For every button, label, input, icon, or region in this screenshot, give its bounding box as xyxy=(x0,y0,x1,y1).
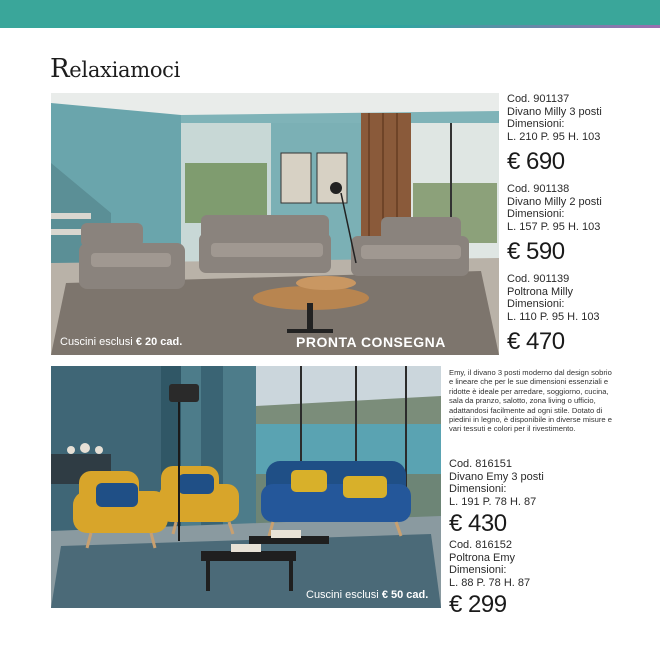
product-dims: L. 210 P. 95 H. 103 xyxy=(507,130,601,143)
product-dim-label: Dimensioni: xyxy=(507,118,565,130)
product-dim-label: Dimensioni: xyxy=(507,298,565,310)
product-price: € 470 xyxy=(507,328,565,355)
product-dims: L. 88 P. 78 H. 87 xyxy=(449,576,531,589)
product-901137 xyxy=(507,93,602,175)
emy-room-illustration xyxy=(51,366,441,608)
emy-living-room-photo xyxy=(51,366,441,608)
product-name: Poltrona Milly xyxy=(507,285,574,298)
product-816152 xyxy=(449,539,530,618)
emy-description: Emy, il divano 3 posti moderno dal design sobrio e lineare che per le sue dimensioni essenziali e ridotte è ideale per arredare, soggiorno, cucina, sala da pranzo, salotto, zona living o ufficio, adattandosi facilmente ad ogni stile. Dotato di piedini in legno, è disponibile in diverse misure e vari tessuti e colori per il rivestimento. xyxy=(449,368,612,434)
milly-room-illustration xyxy=(51,93,499,355)
product-code: Cod. 816152 xyxy=(449,539,512,551)
product-name: Divano Milly 3 posti xyxy=(507,105,602,118)
product-price: € 690 xyxy=(507,148,565,175)
cushions-note-1: Cuscini esclusi € 20 cad. xyxy=(60,336,183,348)
product-code: Cod. 816151 xyxy=(449,458,512,470)
product-816151 xyxy=(449,458,544,537)
product-price: € 299 xyxy=(449,591,507,618)
product-code: Cod. 901139 xyxy=(507,273,570,285)
product-901139 xyxy=(507,273,600,355)
product-name: Divano Milly 2 posti xyxy=(507,195,602,208)
product-dim-label: Dimensioni: xyxy=(507,208,565,220)
cushions-note-2: Cuscini esclusi € 50 cad. xyxy=(306,589,429,601)
product-901138 xyxy=(507,183,602,265)
product-dim-label: Dimensioni: xyxy=(449,564,507,576)
product-price: € 590 xyxy=(507,238,565,265)
pronta-consegna-badge: PRONTA CONSEGNA xyxy=(296,334,446,350)
product-price: € 430 xyxy=(449,510,507,537)
top-accent-bar xyxy=(0,0,660,26)
product-code: Cod. 901137 xyxy=(507,93,570,105)
top-accent-line xyxy=(0,25,660,28)
product-dim-label: Dimensioni: xyxy=(449,483,507,495)
product-dims: L. 191 P. 78 H. 87 xyxy=(449,495,537,508)
milly-living-room-photo xyxy=(51,93,499,355)
product-dims: L. 157 P. 95 H. 103 xyxy=(507,220,601,233)
product-name: Poltrona Emy xyxy=(449,551,516,564)
product-code: Cod. 901138 xyxy=(507,183,570,195)
product-name: Divano Emy 3 posti xyxy=(449,470,544,483)
product-dims: L. 110 P. 95 H. 103 xyxy=(507,310,600,323)
brand-logo: Relaxiamoci xyxy=(50,54,181,84)
